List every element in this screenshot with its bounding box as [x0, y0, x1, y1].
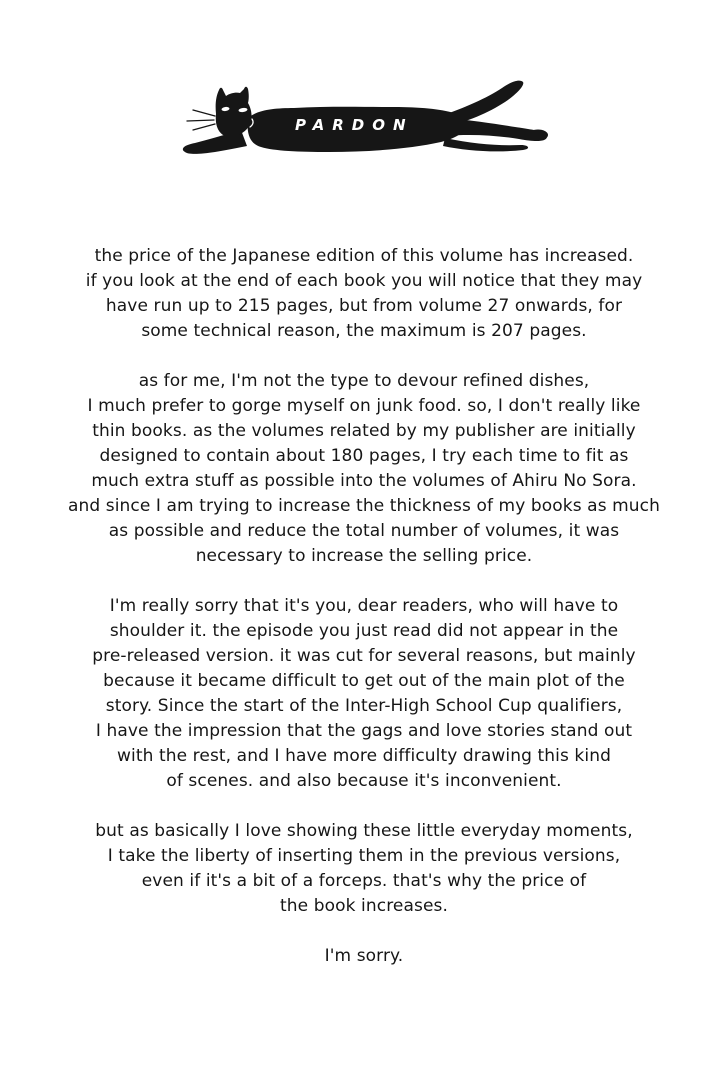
text-line: and since I am trying to increase the thickness of my books as much — [67, 496, 661, 516]
text-line: even if it's a bit of a forceps. that's why the price of — [141, 871, 587, 891]
cat-hind-paw-icon — [528, 130, 548, 141]
text-line: designed to contain about 180 pages, I try each time to fit as — [99, 446, 629, 466]
text-line: the book increases. — [280, 896, 448, 916]
text-line: of scenes. and also because it's inconvenient. — [166, 771, 562, 791]
text-line: as for me, I'm not the type to devour refined dishes, — [138, 371, 590, 391]
text-line: if you look at the end of each book you will notice that they may — [85, 271, 643, 291]
cat-illustration — [179, 66, 549, 166]
text-line: pre-released version. it was cut for several reasons, but mainly — [92, 646, 636, 666]
cat-banner-label: PARDON — [295, 116, 414, 134]
paragraph-everyday-moments — [44, 819, 684, 919]
paragraph-price-increase — [44, 244, 684, 344]
cat-head-icon — [216, 87, 252, 137]
text-line: I much prefer to gorge myself on junk food. so, I don't really like — [87, 396, 641, 416]
text-line: much extra stuff as possible into the volumes of Ahiru No Sora. — [91, 471, 637, 491]
text-line: I have the impression that the gags and love stories stand out — [95, 721, 633, 741]
text-line: the price of the Japanese edition of this volume has increased. — [94, 246, 634, 266]
paragraph-apology-episode — [44, 594, 684, 794]
text-line: I'm sorry. — [324, 946, 404, 966]
cat-hind-leg-lower-icon — [443, 138, 528, 151]
text-line: I'm really sorry that it's you, dear readers, who will have to — [109, 596, 619, 616]
cat-whiskers-icon — [187, 110, 215, 130]
text-line: necessary to increase the selling price. — [195, 546, 533, 566]
paragraph-thick-books — [44, 369, 684, 569]
author-note-text — [44, 244, 684, 994]
text-line: thin books. as the volumes related by my publisher are initially — [92, 421, 636, 441]
text-line: as possible and reduce the total number of volumes, it was — [108, 521, 620, 541]
text-line: because it became difficult to get out of the main plot of the — [103, 671, 625, 691]
stretched-black-cat-icon — [179, 66, 549, 166]
text-line: have run up to 215 pages, but from volume 27 onwards, for — [105, 296, 623, 316]
text-line: I take the liberty of inserting them in the previous versions, — [107, 846, 621, 866]
text-line: shoulder it. the episode you just read did not appear in the — [109, 621, 619, 641]
text-line: with the rest, and I have more difficulty drawing this kind — [117, 746, 611, 766]
text-line: but as basically I love showing these little everyday moments, — [95, 821, 633, 841]
text-line: some technical reason, the maximum is 207 pages. — [141, 321, 587, 341]
text-line: story. Since the start of the Inter-High School Cup qualifiers, — [105, 696, 623, 716]
paragraph-closing-apology — [44, 944, 684, 969]
